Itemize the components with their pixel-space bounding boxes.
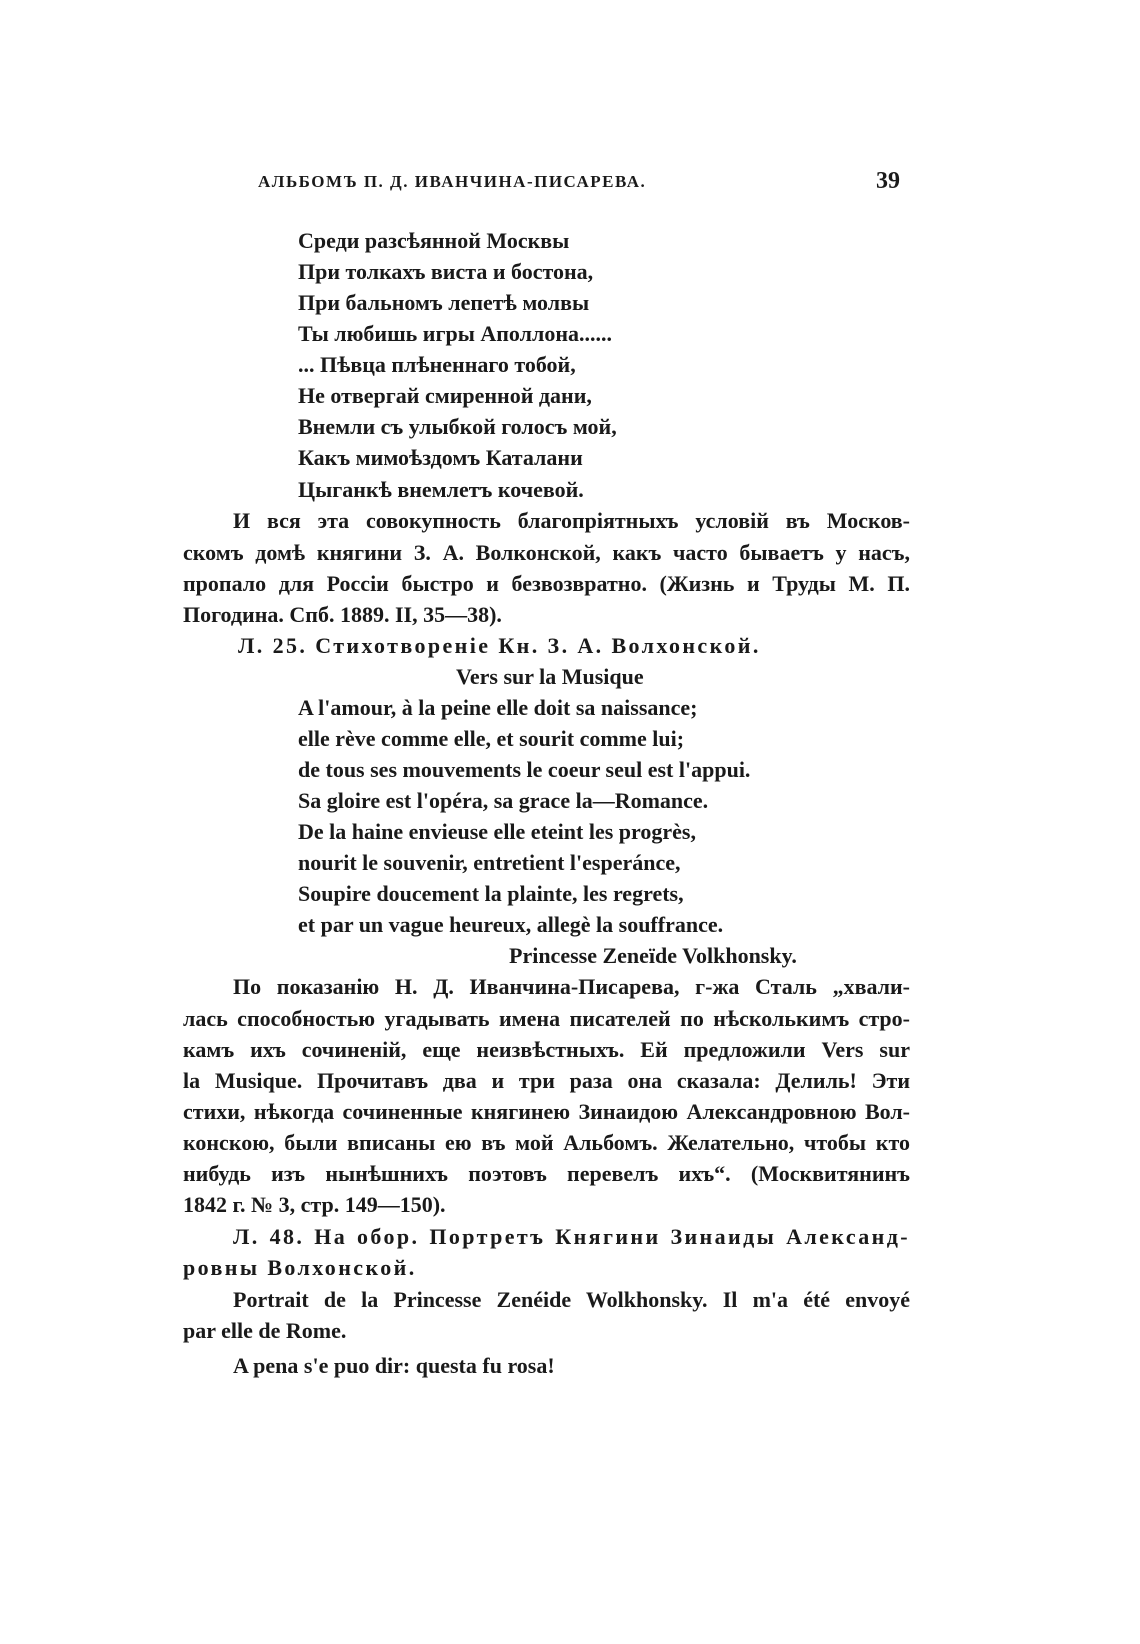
paragraph-line: лась способностью угадывать имена писателей по нѣсколькимъ стро- bbox=[183, 1006, 910, 1031]
verse-line: Ты любишь игры Аполлона...... bbox=[298, 321, 613, 346]
poem-line: de tous ses mouvements le coeur seul est l'appui. bbox=[298, 757, 751, 782]
poem-line: A l'amour, à la peine elle doit sa naissance; bbox=[298, 695, 698, 720]
paragraph-line: скомъ домѣ княгини З. А. Волконской, какъ часто бываетъ у насъ, bbox=[183, 540, 910, 565]
poem-signature: Princesse Zeneïde Volkhonsky. bbox=[509, 943, 797, 968]
poem-line: De la haine envieuse elle eteint les progrès, bbox=[298, 819, 696, 844]
paragraph-line: Погодина. Спб. 1889. II, 35—38). bbox=[183, 602, 502, 627]
closing-line: A pena s'e puo dir: questa fu rosa! bbox=[233, 1353, 555, 1378]
page-number: 39 bbox=[876, 168, 900, 194]
verse-line: При толкахъ виста и бостона, bbox=[298, 259, 594, 284]
paragraph-line: И вся эта совокупность благопріятныхъ условій въ Москов- bbox=[233, 508, 910, 533]
entry-leaf-25: Л. 25. Стихотвореніе Кн. З. А. Волхонской. bbox=[238, 633, 761, 658]
running-header: АЛЬБОМЪ П. Д. ИВАНЧИНА-ПИСАРЕВА. bbox=[258, 172, 647, 191]
paragraph-line: 1842 г. № 3, стр. 149—150). bbox=[183, 1192, 446, 1217]
paragraph-line: конскою, были вписаны ею въ мой Альбомъ. Желательно, чтобы кто bbox=[183, 1130, 910, 1155]
paragraph-line: камъ ихъ сочиненій, еще неизвѣстныхъ. Ей предложили Vers sur bbox=[183, 1037, 910, 1062]
poem-title: Vers sur la Musique bbox=[456, 664, 644, 689]
verse-line: Среди разсѣянной Москвы bbox=[298, 228, 570, 253]
poem-line: Sa gloire est l'opéra, sa grace la—Romance. bbox=[298, 788, 709, 813]
entry-leaf-48: Л. 48. На обор. Портретъ Княгини Зинаиды Александ- bbox=[233, 1224, 910, 1249]
entry-leaf-48-cont: ровны Волхонской. bbox=[183, 1255, 417, 1280]
paragraph-line: нибудь изъ нынѣшнихъ поэтовъ перевелъ ихъ“. (Москвитянинъ bbox=[183, 1161, 910, 1186]
verse-line: Цыганкѣ внемлетъ кочевой. bbox=[298, 477, 584, 502]
paragraph-line: стихи, нѣкогда сочиненные княгинею Зинаидою Александровною Вол- bbox=[183, 1099, 910, 1124]
verse-line: Какъ мимоѣздомъ Каталани bbox=[298, 445, 583, 470]
poem-line: et par un vague heureux, allegè la souffrance. bbox=[298, 912, 724, 937]
portrait-note-cont: par elle de Rome. bbox=[183, 1318, 347, 1343]
verse-line: При бальномъ лепетѣ молвы bbox=[298, 290, 590, 315]
verse-line: Не отвергай смиренной дани, bbox=[298, 383, 592, 408]
poem-line: nourit le souvenir, entretient l'esperánce, bbox=[298, 850, 681, 875]
poem-line: elle rève comme elle, et sourit comme lui; bbox=[298, 726, 685, 751]
paragraph-line: пропало для Россіи быстро и безвозвратно. (Жизнь и Труды М. П. bbox=[183, 571, 910, 596]
poem-line: Soupire doucement la plainte, les regrets, bbox=[298, 881, 684, 906]
paragraph-line: la Musique. Прочитавъ два и три раза она сказала: Делиль! Эти bbox=[183, 1068, 910, 1093]
verse-line: Внемли съ улыбкой голосъ мой, bbox=[298, 414, 617, 439]
portrait-note: Portrait de la Princesse Zenéide Wolkhonsky. Il m'a été envoyé bbox=[233, 1287, 910, 1312]
verse-line: ... Пѣвца плѣненнаго тобой, bbox=[298, 352, 576, 377]
paragraph-line: По показанію Н. Д. Иванчина-Писарева, г-жа Сталь „хвали- bbox=[233, 974, 910, 999]
